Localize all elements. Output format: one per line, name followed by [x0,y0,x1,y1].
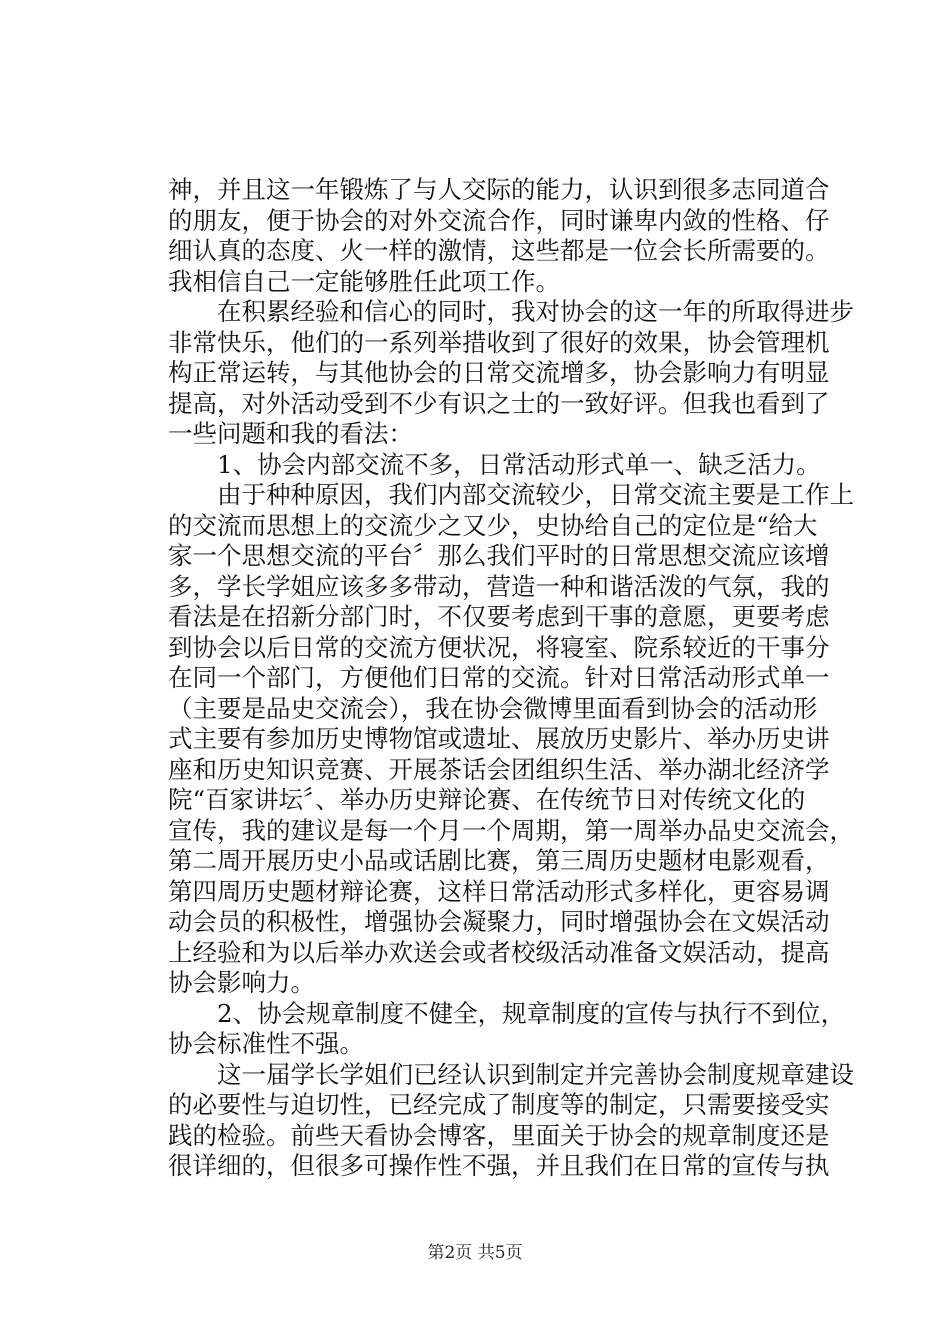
text-line: 第二周开展历史小品或话剧比赛，第三周历史题材电影观看， [168,846,830,875]
text-line: 看法是在招新分部门时，不仅要考虑到干事的意愿，更要考虑 [168,602,830,631]
text-line: 细认真的态度、火一样的激情，这些都是一位会长所需要的。 [168,236,830,265]
text-line: 宣传，我的建议是每一个月一个周期，第一周举办品史交流会， [168,815,854,845]
text-line: 协会标准性不强。 [168,1029,364,1058]
text-line: 在积累经验和信心的同时，我对协会的这一年的所取得进步 [217,297,854,326]
paragraph-continuation [168,175,908,297]
text-line: 协会影响力。 [168,968,315,997]
text-line: 式主要有参加历史博物馆或遗址、展放历史影片、举办历史讲 [168,724,830,753]
text-line: 家一个思想交流的平台〞那么我们平时的日常思想交流应该增 [168,541,830,570]
text-line: 神，并且这一年锻炼了与人交际的能力，认识到很多志同道合 [168,175,830,204]
text-line: 提高，对外活动受到不少有识之士的一致好评。但我也看到了 [168,388,830,418]
paragraph [168,480,908,999]
text-line: 在同一个部门，方便他们日常的交流。针对日常活动形式单一 [168,663,830,692]
page-number-footer: 第2页 共5页 [427,1243,523,1263]
text-line: 2、协会规章制度不健全，规章制度的宣传与执行不到位， [217,998,846,1028]
text-line: 第四周历史题材辩论赛，这样日常活动形式多样化，更容易调 [168,876,830,906]
paragraph [168,297,908,450]
text-line: 1、协会内部交流不多，日常活动形式单一、缺乏活力。 [217,449,821,479]
text-line: 践的检验。前些天看协会博客，里面关于协会的规章制度还是 [168,1120,830,1150]
text-line: 的朋友，便于协会的对外交流合作，同时谦卑内敛的性格、仔 [168,205,830,235]
text-line: 的必要性与迫切性，已经完成了制度等的制定，只需要接受实 [168,1090,830,1119]
text-line: 这一届学长学姐们已经认识到制定并完善协会制度规章建设 [217,1059,854,1089]
text-line: 由于种种原因，我们内部交流较少，日常交流主要是工作上 [217,480,854,509]
text-line: 很详细的，但很多可操作性不强，并且我们在日常的宣传与执 [168,1151,830,1180]
paragraph [168,1060,908,1182]
text-line: 动会员的积极性，增强协会凝聚力，同时增强协会在文娱活动 [168,907,830,936]
text-line: 一些问题和我的看法： [168,419,413,448]
text-line: 上经验和为以后举办欢送会或者校级活动准备文娱活动，提高 [168,937,830,967]
text-line: 非常快乐，他们的一系列举措收到了很好的效果，协会管理机 [168,327,830,357]
text-line: 多，学长学姐应该多多带动，营造一种和谐活泼的气氛，我的 [168,571,830,601]
section-heading-2 [168,999,908,1060]
text-line: 构正常运转，与其他协会的日常交流增多，协会影响力有明显 [168,358,830,387]
text-line: （主要是品史交流会），我在协会微博里面看到协会的活动形 [168,693,818,723]
section-heading-1 [168,450,908,481]
document-body [168,175,908,1182]
text-line: 的交流而思想上的交流少之又少，史协给自己的定位是“给大 [168,510,818,540]
text-line: 到协会以后日常的交流方便状况，将寝室、院系较近的干事分 [168,632,830,662]
text-line: 院“百家讲坛〞、举办历史辩论赛、在传统节日对传统文化的 [168,785,806,814]
text-line: 我相信自己一定能够胜任此项工作。 [168,266,560,296]
text-line: 座和历史知识竞赛、开展茶话会团组织生活、举办湖北经济学 [168,754,830,784]
